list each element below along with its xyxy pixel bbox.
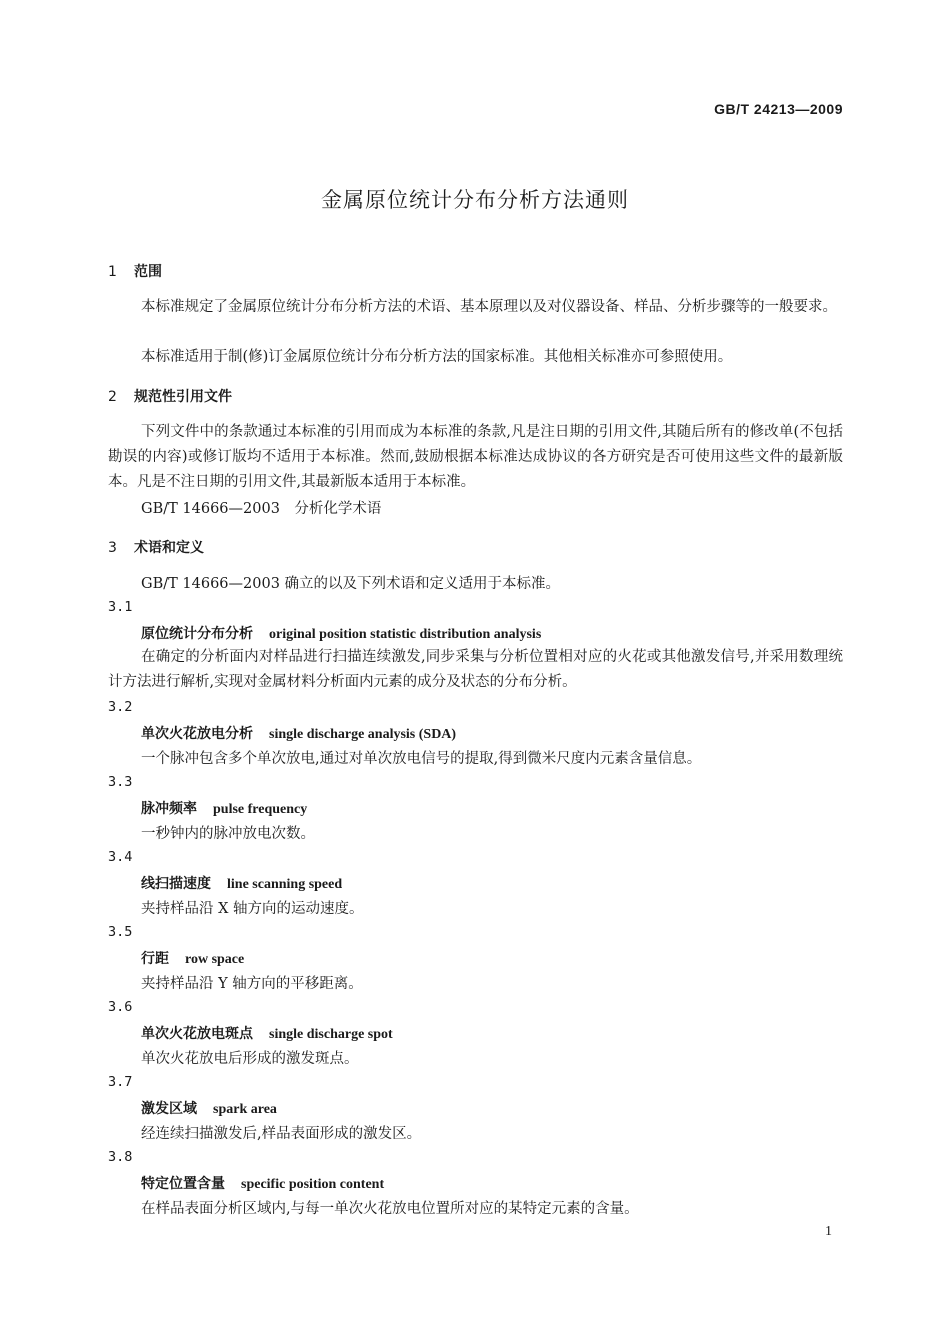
term-heading bbox=[141, 948, 244, 968]
term-heading bbox=[141, 1098, 277, 1118]
term-definition: 一个脉冲包含多个单次放电,通过对单次放电信号的提取,得到微米尺度内元素含量信息。 bbox=[141, 751, 702, 767]
term-english: original position statistic distribution analysis bbox=[269, 627, 542, 642]
term-english: spark area bbox=[213, 1102, 277, 1117]
section-1-paragraph-2: 本标准适用于制(修)订金属原位统计分布分析方法的国家标准。其他相关标准亦可参照使用。 bbox=[141, 349, 733, 365]
standard-code: GB/T 24213—2009 bbox=[714, 101, 843, 117]
page-number: 1 bbox=[825, 1224, 832, 1239]
term-number: 3.8 bbox=[108, 1149, 133, 1165]
term-chinese: 行距 bbox=[141, 951, 169, 967]
term-definition: 在样品表面分析区域内,与每一单次火花放电位置所对应的某特定元素的含量。 bbox=[141, 1201, 639, 1217]
term-definition: 一秒钟内的脉冲放电次数。 bbox=[141, 826, 315, 842]
document-title: 金属原位统计分布分析方法通则 bbox=[321, 188, 629, 212]
term-chinese: 脉冲频率 bbox=[141, 801, 197, 817]
section-2-paragraph-1: 下列文件中的条款通过本标准的引用而成为本标准的条款,凡是注日期的引用文件,其随后所有的修改单(不包括勘误的内容)或修订版均不适用于本标准。然而,鼓励根据本标准达成协议的各方研究是否可使用这些文件的最新版本。凡是不注日期的引用文件,其最新版本适用于本标准。 bbox=[108, 424, 843, 490]
term-chinese: 激发区域 bbox=[141, 1101, 197, 1117]
term-chinese: 特定位置含量 bbox=[141, 1176, 225, 1192]
term-number: 3.3 bbox=[108, 774, 133, 790]
term-english: row space bbox=[185, 952, 245, 967]
term-english: specific position content bbox=[241, 1177, 385, 1192]
term-heading bbox=[141, 1023, 393, 1043]
normative-reference: GB/T 14666—2003 分析化学术语 bbox=[141, 501, 382, 517]
term-number: 3.7 bbox=[108, 1074, 133, 1090]
term-number: 3.2 bbox=[108, 699, 133, 715]
term-english: single discharge spot bbox=[269, 1027, 393, 1042]
term-chinese: 线扫描速度 bbox=[141, 876, 211, 892]
term-heading bbox=[141, 723, 456, 743]
term-number: 3.4 bbox=[108, 849, 133, 865]
section-title: 范围 bbox=[134, 264, 162, 280]
section-1-paragraph-1: 本标准规定了金属原位统计分布分析方法的术语、基本原理以及对仪器设备、样品、分析步骤等的一般要求。 bbox=[141, 299, 837, 315]
term-english: single discharge analysis (SDA) bbox=[269, 727, 457, 742]
term-definition: 夹持样品沿 X 轴方向的运动速度。 bbox=[141, 901, 364, 917]
term-number: 3.5 bbox=[108, 924, 133, 940]
section-number: 2 bbox=[108, 389, 117, 405]
section-3-intro: GB/T 14666—2003 确立的以及下列术语和定义适用于本标准。 bbox=[141, 576, 561, 592]
term-heading bbox=[141, 623, 541, 643]
term-chinese: 单次火花放电斑点 bbox=[141, 1026, 253, 1042]
term-english: pulse frequency bbox=[213, 802, 308, 817]
term-number: 3.6 bbox=[108, 999, 133, 1015]
term-definition: 在确定的分析面内对样品进行扫描连续激发,同步采集与分析位置相对应的火花或其他激发信号,并采用数理统计方法进行解析,实现对金属材料分析面内元素的成分及状态的分布分析。 bbox=[108, 649, 843, 690]
term-chinese: 单次火花放电分析 bbox=[141, 726, 253, 742]
section-3-heading bbox=[108, 537, 204, 557]
section-number: 1 bbox=[108, 264, 117, 280]
term-definition: 经连续扫描激发后,样品表面形成的激发区。 bbox=[141, 1126, 422, 1142]
section-title: 术语和定义 bbox=[134, 540, 204, 556]
term-definition: 夹持样品沿 Y 轴方向的平移距离。 bbox=[141, 976, 363, 992]
term-english: line scanning speed bbox=[227, 877, 343, 892]
term-chinese: 原位统计分布分析 bbox=[141, 626, 253, 642]
term-heading bbox=[141, 1173, 384, 1193]
term-heading bbox=[141, 873, 342, 893]
section-2-heading bbox=[108, 386, 232, 406]
section-1-heading bbox=[108, 261, 162, 281]
term-heading bbox=[141, 798, 307, 818]
term-number: 3.1 bbox=[108, 599, 133, 615]
term-definition: 单次火花放电后形成的激发斑点。 bbox=[141, 1051, 359, 1067]
section-title: 规范性引用文件 bbox=[134, 389, 232, 405]
section-number: 3 bbox=[108, 540, 117, 556]
